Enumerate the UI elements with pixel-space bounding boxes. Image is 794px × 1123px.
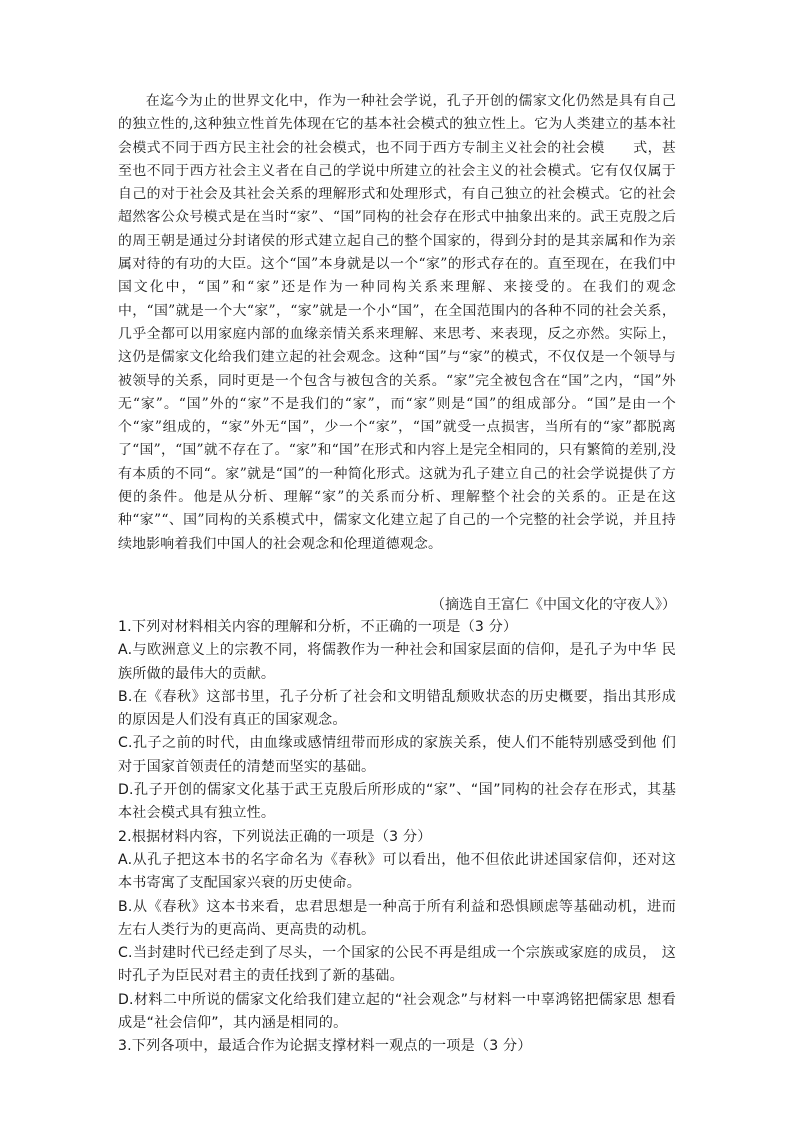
option-c: C.孔子之前的时代，由血缘或感情纽带而形成的家族关系，使人们不能特别感受到他 们对于国家首领责任的清楚而坚实的基础。 [118,735,676,775]
reading-passage [118,90,676,556]
option-a: A.与欧洲意义上的宗教不同，将儒教作为一种社会和国家层面的信仰，是孔子为中华 民族所做的最伟大的贡献。 [118,642,676,682]
question-stem: 2.根据材料内容，下列说法正确的一项是（3 分） [118,828,432,845]
option-a: A.从孔子把这本书的名字命名为《春秋》可以看出，他不但依此讲述国家信仰，还对这 本书寄寓了支配国家兴衰的历史使命。 [118,851,676,892]
option-b: B.在《春秋》这部书里，孔子分析了社会和文明错乱颓败状态的历史概要，指出其形成 的原因是人们没有真正的国家观念。 [118,688,676,729]
question-2 [118,826,676,1036]
option-d: D.材料二中所说的儒家文化给我们建立起的“社会观念”与材料一中辜鸿铭把儒家思 想看成是“社会信仰”，其内涵是相同的。 [118,991,676,1032]
question-list [118,616,676,1059]
option-d: D.孔子开创的儒家文化基于武王克殷后所形成的“家”、“国”同构的社会存在形式，其基本社会模式具有独立性。 [118,782,676,822]
passage-paragraph: 在迄今为止的世界文化中，作为一种社会学说，孔子开创的儒家文化仍然是具有自己的独立性的,这种独立性首先体现在它的基本社会模式的独立性上。它为人类建立的基本社会模式不同于西方民主社会的社会模式，也不同于西方专制主义社会的社会模 式，甚至也不同于西方社会主义者在自己的学说中所建立的社会主义的社会模式。它有仅仅属于自己的对于社会及其社会关系的理解形式和处理形式，有自己独立的社会模式。它的社会超然客公众号模式是在当时“家”、“国”同构的社会存在形式中抽象出来的。武王克殷之后的周王朝是通过分封诸侯的形式建立起自己的整个国家的，得到分封的是其亲属和作为亲属对待的有功的大臣。这个“国”本身就是以一个“家”的形式存在的。直至现在，在我们中国文化中，“国”和“家”还是作为一种同构关系来理解、来接受的。在我们的观念中，“国”就是一个大“家”，“家”就是一个小“国”，在全国范围内的各种不同的社会关系，几乎全都可以用家庭内部的血缘亲情关系来理解、来思考、来表现，反之亦然。实际上，这仍是儒家文化给我们建立起的社会观念。这种“国”与“家”的模式，不仅仅是一个领导与被领导的关系，同时更是一个包含与被包含的关系。“家”完全被包含在“国”之内，“国”外无“家”。“国”外的“家”不是我们的“家”，而“家”则是“国”的组成部分。“国”是由一个个“家”组成的，“家”外无“国”，少一个“家”，“国”就受一点损害，当所有的“家”都脱离了“国”，“国”就不存在了。“家”和“国”在形式和内容上是完全相同的，只有繁简的差别,没有本质的不同“。家”就是“国”的一种简化形式。这就为孔子建立自己的社会学说提供了方便的条件。他是从分析、理解“家”的关系而分析、理解整个社会的关系的。正是在这种“家”“、国”同构的关系模式中，儒家文化建立起了自己的一个完整的社会学说，并且持续地影响着我们中国人的社会观念和伦理道德观念。 [118,93,676,552]
passage-source: （摘选自王富仁《中国文化的守夜人》） [431,597,676,613]
option-b: B.从《春秋》这本书来看，忠君思想是一种高于所有利益和恐惧顾虑等基础动机，进而 左右人类行为的更高尚、更高贵的动机。 [118,898,676,938]
option-c: C.当封建时代已经走到了尽头，一个国家的公民不再是组成一个宗族或家庭的成员， 这时孔子为臣民对君主的责任找到了新的基础。 [118,945,676,985]
question-stem: 1.下列对材料相关内容的理解和分析，不正确的一项是（3 分） [118,619,518,635]
question-3 [118,1035,676,1058]
question-stem: 3.下列各项中，最适合作为论据支撑材料一观点的一项是（3 分） [118,1038,532,1055]
question-1 [118,616,676,826]
